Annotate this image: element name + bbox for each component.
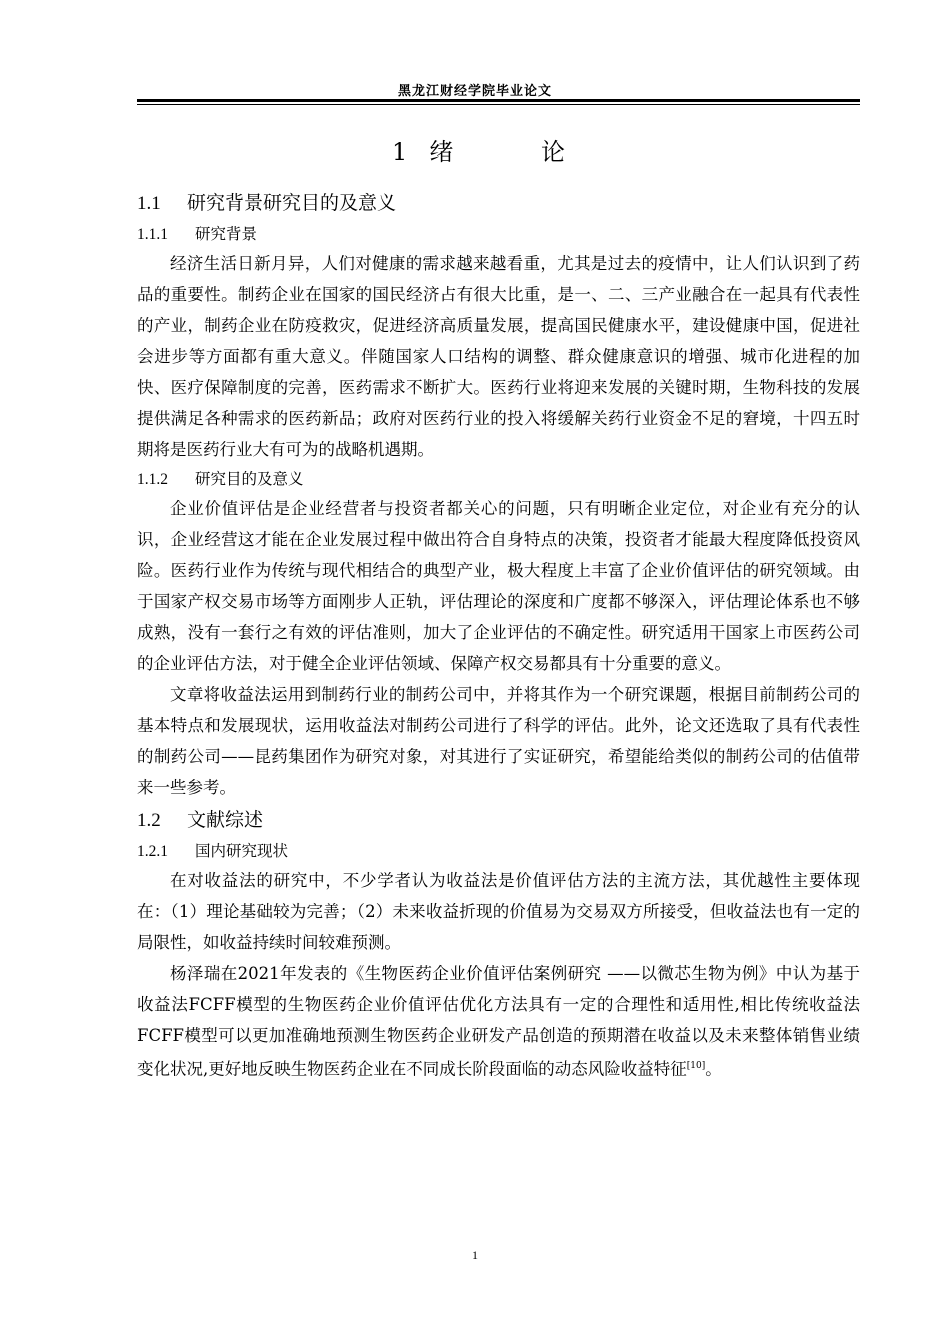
paragraph <box>137 958 860 1085</box>
subsection-heading <box>137 837 860 865</box>
subsection-title: 研究目的及意义 <box>195 470 304 488</box>
subsection-heading <box>137 220 860 248</box>
header-rule-thick <box>137 99 860 102</box>
section-number: 1.1 <box>137 193 161 214</box>
page-body <box>137 130 860 1085</box>
paragraph-end: 。 <box>705 1059 722 1079</box>
subsection-title: 研究背景 <box>195 225 258 243</box>
section-title: 文献综述 <box>187 809 264 831</box>
chapter-title <box>137 134 860 170</box>
chapter-title-text: 绪 论 <box>429 138 605 166</box>
subsection-heading <box>137 465 860 493</box>
running-header: 黑龙江财经学院毕业论文 <box>397 84 552 99</box>
paragraph-text: 杨泽瑞在2021年发表的《生物医药企业价值评估案例研究 ——以微芯生物为例》中认为基于收益法FCFF模型的生物医药企业价值评估优化方法具有一定的合理性和适用性,相比传统收益法FCFF模型可以更加准确地预测生物医药企业研发产品创造的预期潜在收益以及未来整体销售业绩变化状况,更好地反映生物医药企业在不同成长阶段面临的动态风险收益特征 <box>137 964 860 1079</box>
subsection-number: 1.1.1 <box>137 226 168 243</box>
section-heading <box>137 188 860 218</box>
header-rule-thin <box>137 104 860 105</box>
paragraph: 在对收益法的研究中，不少学者认为收益法是价值评估方法的主流方法，其优越性主要体现在：（1）理论基础较为完善；（2）未来收益折现的价值易为交易双方所接受，但收益法也有一定的局限性，如收益持续时间较难预测。 <box>137 871 860 952</box>
subsection-title: 国内研究现状 <box>195 842 289 860</box>
section-number: 1.2 <box>137 810 161 831</box>
section-title: 研究背景研究目的及意义 <box>187 192 397 214</box>
paragraph: 文章将收益法运用到制药行业的制药公司中，并将其作为一个研究课题，根据目前制药公司的基本特点和发展现状，运用收益法对制药公司进行了科学的评估。此外，论文还选取了具有代表性的制药公司——昆药集团作为研究对象，对其进行了实证研究，希望能给类似的制药公司的估值带来一些参考。 <box>137 685 860 797</box>
page-number: 1 <box>472 1248 478 1262</box>
citation-marker: [10] <box>686 1061 706 1071</box>
chapter-number: 1 <box>392 138 408 166</box>
paragraph: 企业价值评估是企业经营者与投资者都关心的问题，只有明晰企业定位，对企业有充分的认识，企业经营这才能在企业发展过程中做出符合自身特点的决策，投资者才能最大程度降低投资风险。医药行业作为传统与现代相结合的典型产业，极大程度上丰富了企业价值评估的研究领域。由于国家产权交易市场等方面刚步人正轨，评估理论的深度和广度都不够深入，评估理论体系也不够成熟，没有一套行之有效的评估准则，加大了企业评估的不确定性。研究适用干国家上市医药公司的企业评估方法，对于健全企业评估领域、保障产权交易都具有十分重要的意义。 <box>137 499 860 673</box>
subsection-number: 1.1.2 <box>137 471 168 488</box>
paragraph: 经济生活日新月异，人们对健康的需求越来越看重，尤其是过去的疫情中，让人们认识到了药品的重要性。制药企业在国家的国民经济占有很大比重，是一、二、三产业融合在一起具有代表性的产业，制药企业在防疫救灾，促进经济高质量发展，提高国民健康水平，建设健康中国，促进社会进步等方面都有重大意义。伴随国家人口结构的调整、群众健康意识的增强、城市化进程的加快、医疗保障制度的完善，医药需求不断扩大。医药行业将迎来发展的关键时期，生物科技的发展提供满足各种需求的医药新品；政府对医药行业的投入将缓解关药行业资金不足的窘境，十四五时期将是医药行业大有可为的战略机遇期。 <box>137 254 860 459</box>
section-heading <box>137 805 860 835</box>
subsection-number: 1.2.1 <box>137 843 168 860</box>
